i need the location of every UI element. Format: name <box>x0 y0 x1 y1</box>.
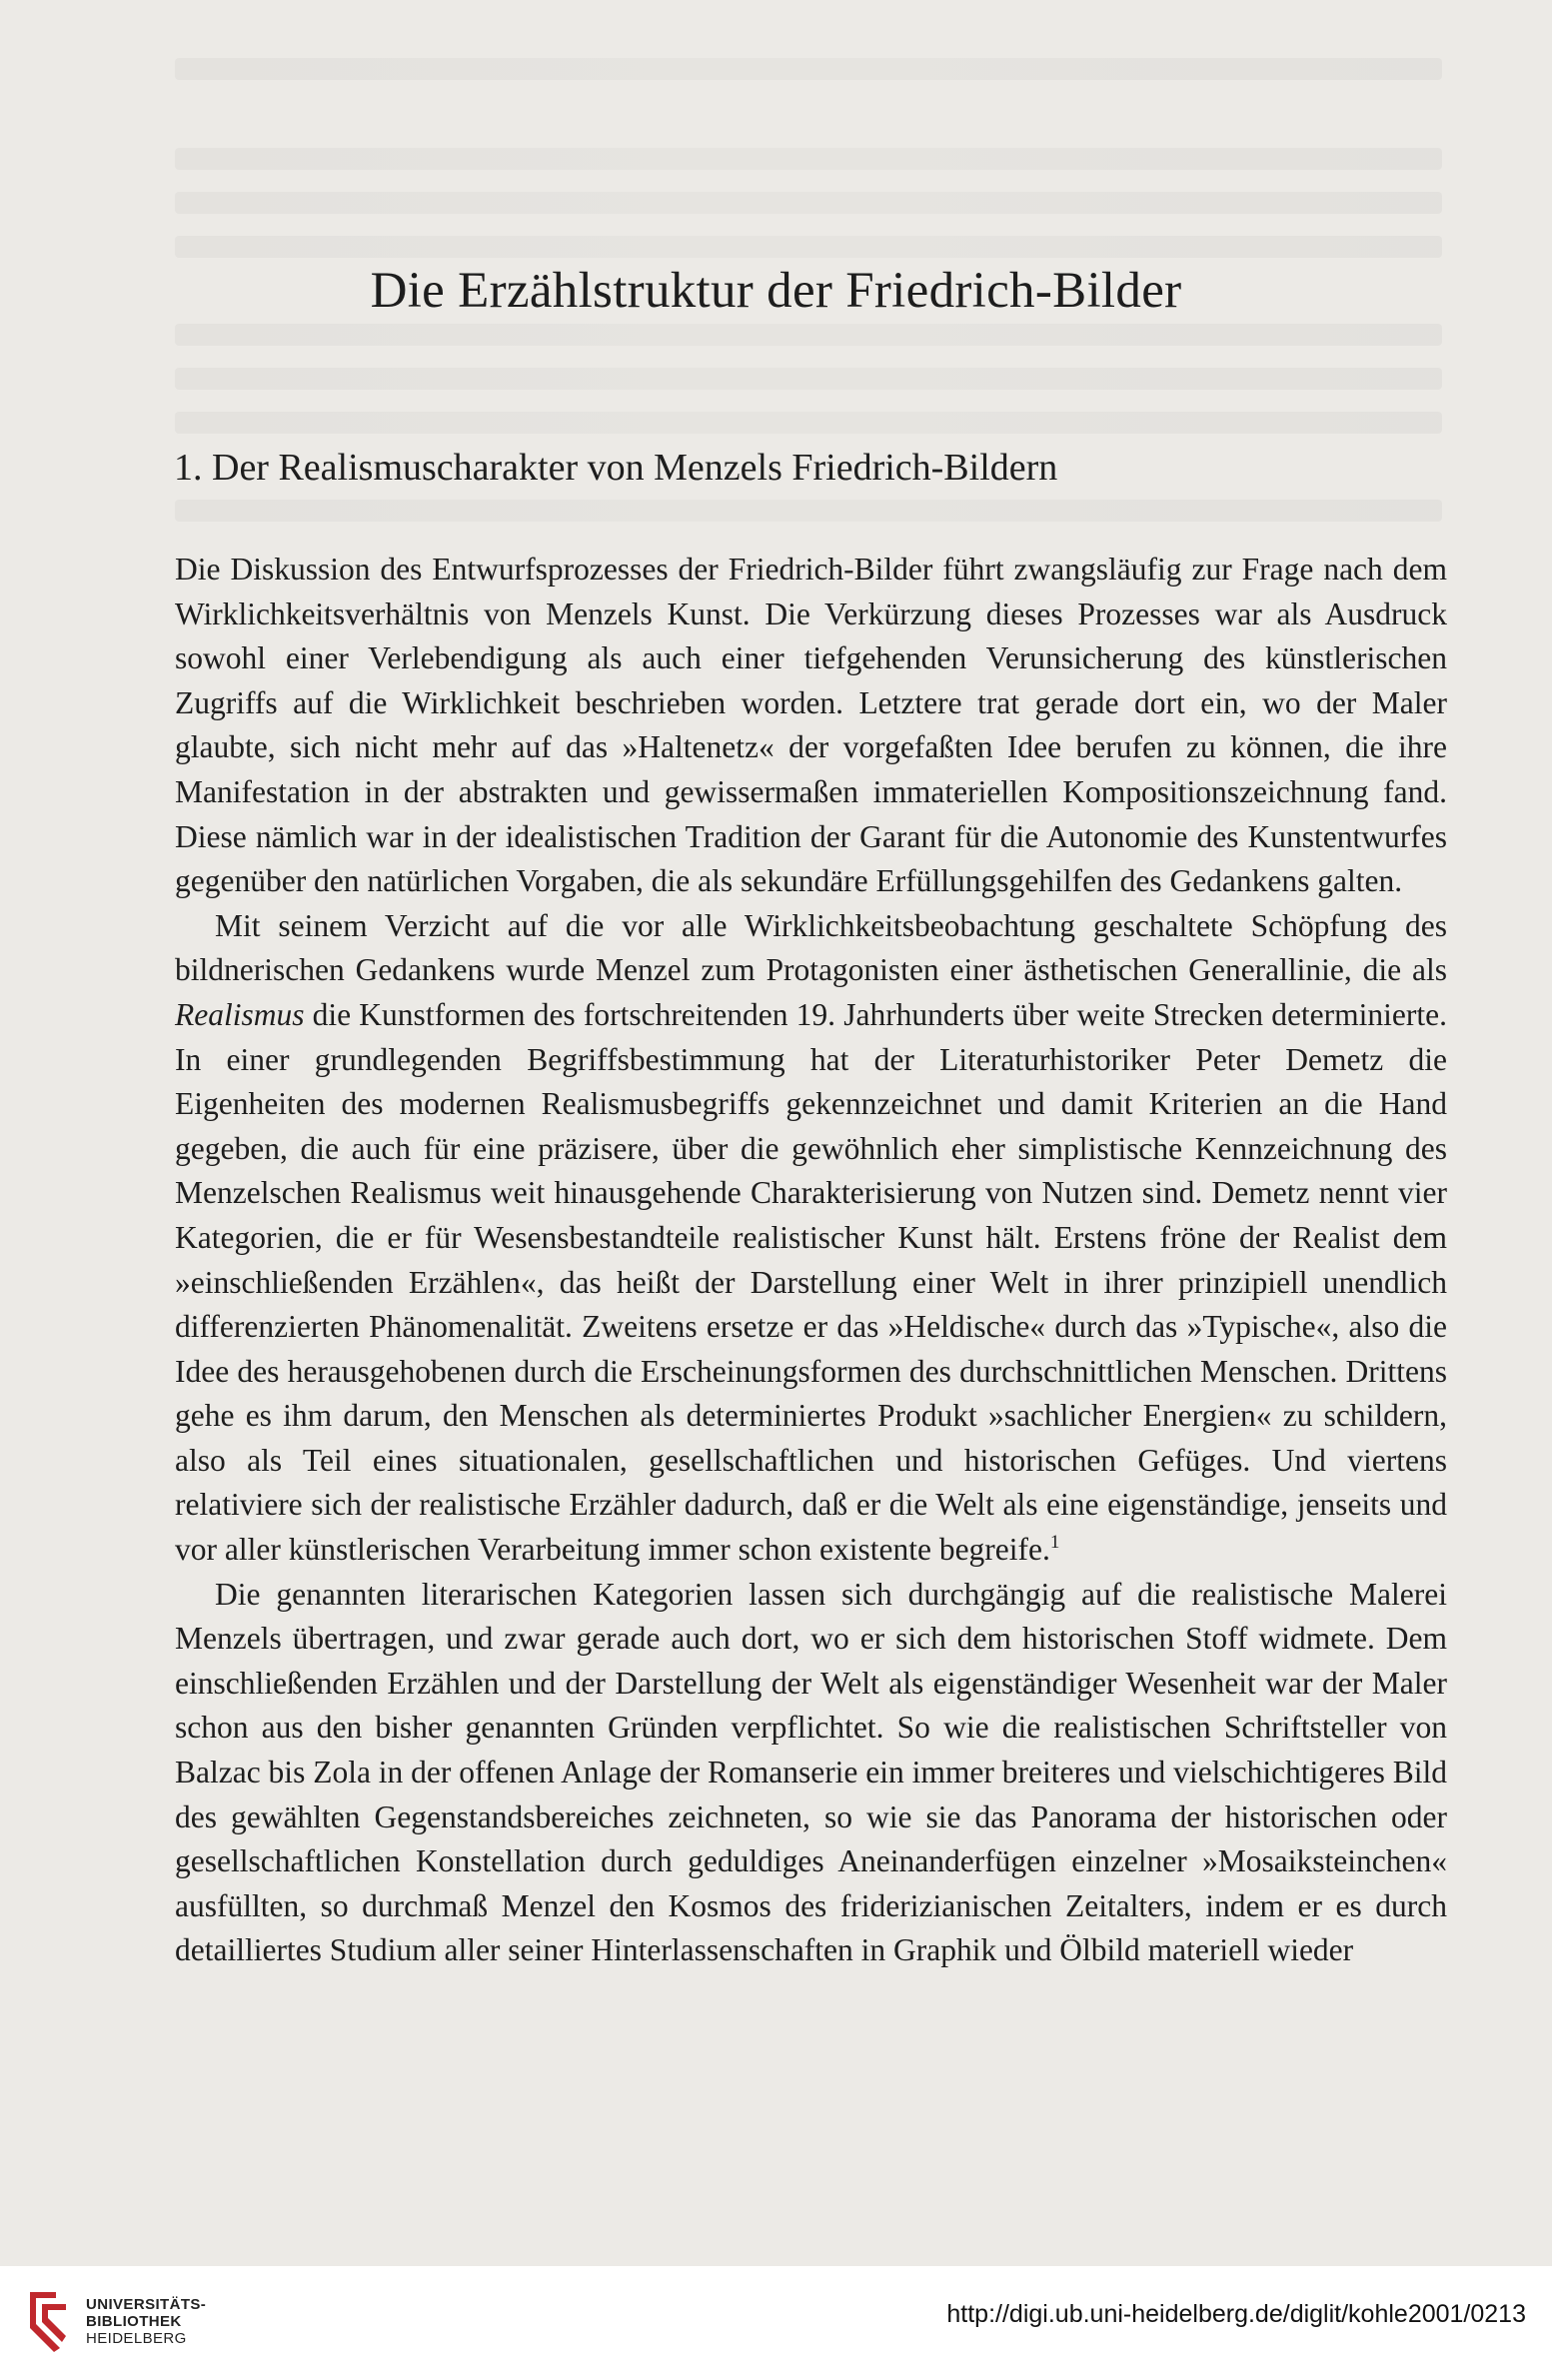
paragraph-2-text-b: die Kunstformen des fortschreitenden 19. Jahrhunderts über weite Strecken determinierte. In einer grundlegenden Begriffsbestimmung hat der Literaturhistoriker Peter Demetz die Eigenheiten des modernen Realismusbegriffs gekennzeichnet und damit Kriterien an die Hand gegeben, die auch für eine präzisere, über die gewöhnlich eher simplistische Kennzeichnung des Menzelschen Realismus weit hinausgehende Charakterisierung von Nutzen sind. Demetz nennt vier Kategorien, die er für Wesensbestandteile realistischer Kunst hält. Erstens fröne der Realist dem »einschließenden Erzählen«, das heißt der Darstellung einer Welt in ihrer prinzipiell unendlich differenzierten Phänomenalität. Zweitens ersetze er das »Heldische« durch das »Typische«, also die Idee des herausgehobenen durch die Erscheinungsformen des durchschnittlichen Menschen. Drittens gehe es ihm darum, den Menschen als determiniertes Produkt »sachlicher Energien« zu schildern, also als Teil eines situationalen, gesellschaftlichen und historischen Gefüges. Und viertens relativiere sich der realistische Erzähler dadurch, daß er die Welt als eine eigenständige, jenseits und vor aller künstlerischen Verarbeitung immer schon existente begreife. <box>175 996 1447 1568</box>
bleed-through-line <box>175 148 1442 170</box>
section-heading: 1. Der Realismuscharakter von Menzels Friedrich-Bildern <box>174 447 1058 489</box>
bleed-through-line <box>175 236 1442 258</box>
footnote-marker[interactable]: 1 <box>1049 1532 1060 1554</box>
library-logo-icon[interactable] <box>26 2288 70 2354</box>
library-name-line1: UNIVERSITÄTS- <box>86 2296 207 2313</box>
body-text <box>175 548 1447 1973</box>
library-name-line3: HEIDELBERG <box>86 2330 187 2347</box>
bleed-through-line <box>175 412 1442 434</box>
bleed-through-line <box>175 324 1442 346</box>
chapter-title: Die Erzählstruktur der Friedrich-Bilder <box>370 263 1182 319</box>
paragraph-2-text-a: Mit seinem Verzicht auf die vor alle Wirklichkeitsbeobachtung geschaltete Schöpfung des bildnerischen Gedankens wurde Menzel zum Protagonisten einer ästhetischen Generallinie, die als <box>175 907 1447 988</box>
permalink-url[interactable]: http://digi.ub.uni-heidelberg.de/diglit/kohle2001/0213 <box>946 2300 1526 2328</box>
paragraph-3: Die genannten literarischen Kategorien lassen sich durchgängig auf die realistische Malerei Menzels übertragen, und zwar gerade auch dort, wo er sich dem historischen Stoff widmete. Dem einschließenden Erzählen und der Darstellung der Welt als eigenständiger Wesenheit war der Maler schon aus den bisher genannten Gründen verpflichtet. So wie die realistischen Schriftsteller von Balzac bis Zola in der offenen Anlage der Romanserie ein immer breiteres und vielschichtigeres Bild des gewählten Gegenstandsbereiches zeichneten, so wie sie das Panorama der historischen oder gesellschaftlichen Konstellation durch geduldiges Aneinanderfügen einzelner »Mosaiksteinchen« ausfüllten, so durchmaß Menzel den Kosmos des friderizianischen Zeitalters, indem er es durch detailliertes Studium aller seiner Hinterlassenschaften in Graphik und Ölbild materiell wieder <box>175 1576 1447 1968</box>
paragraph-1: Die Diskussion des Entwurfsprozesses der Friedrich-Bilder führt zwangsläufig zur Frage nach dem Wirklichkeitsverhältnis von Menzels Kunst. Die Verkürzung dieses Prozesses war als Ausdruck sowohl einer Verlebendigung als auch einer tiefgehenden Verunsicherung des künstlerischen Zugriffs auf die Wirklichkeit beschrieben worden. Letztere trat gerade dort ein, wo der Maler glaubte, sich nicht mehr auf das »Haltenetz« der vorgefaßten Idee berufen zu können, die ihre Manifestation in der abstrakten und gewissermaßen immateriellen Kompositionszeichnung fand. Diese nämlich war in der idealistischen Tradition der Garant für die Autonomie des Kunstentwurfes gegenüber den natürlichen Vorgaben, die als sekundäre Erfüllungsgehilfen des Gedankens galten. <box>175 552 1447 899</box>
library-name <box>86 2296 206 2347</box>
emphasis-realismus: Realismus <box>175 996 305 1032</box>
bleed-through-line <box>175 192 1442 214</box>
bleed-through-line <box>175 58 1442 80</box>
bleed-through-line <box>175 368 1442 390</box>
bleed-through-line <box>175 500 1442 522</box>
library-name-line2: BIBLIOTHEK <box>86 2313 182 2330</box>
paragraph-2 <box>175 904 1447 1573</box>
